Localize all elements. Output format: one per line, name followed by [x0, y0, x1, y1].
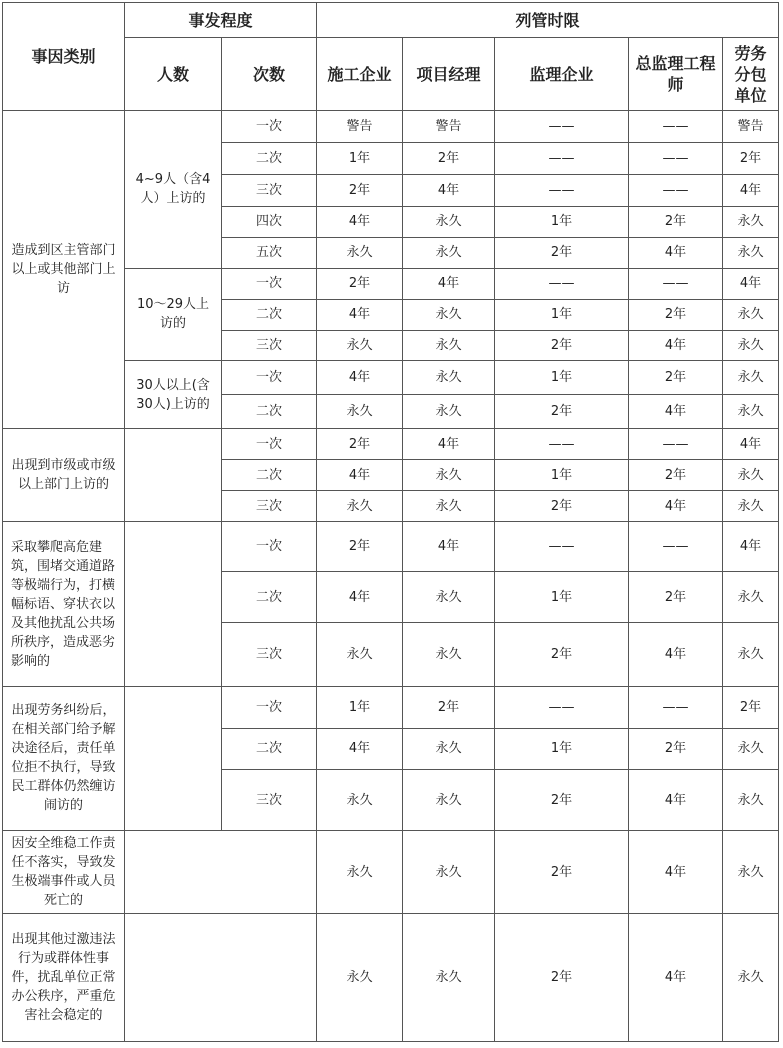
value-cell: 永久: [403, 360, 495, 394]
times-cell: 三次: [222, 770, 317, 831]
times-cell: 一次: [222, 268, 317, 299]
value-cell: 永久: [317, 237, 403, 268]
category-cell: 出现劳务纠纷后，在相关部门给予解决途径后，责任单位拒不执行，导致民工群体仍然缠访闹访的: [3, 686, 125, 830]
value-cell: 永久: [403, 572, 495, 622]
value-cell: 永久: [403, 395, 495, 429]
category-cell: 出现到市级或市级以上部门上访的: [3, 429, 125, 522]
value-cell: 2年: [495, 330, 629, 360]
value-cell: 2年: [403, 143, 495, 175]
value-cell: 4年: [403, 175, 495, 206]
category-cell: 出现其他过激违法行为或群体性事件，扰乱单位正常办公秩序，严重危害社会稳定的: [3, 914, 125, 1042]
value-cell: ——: [629, 175, 723, 206]
value-cell: ——: [629, 143, 723, 175]
value-cell: ——: [495, 686, 629, 728]
value-cell: 永久: [723, 572, 779, 622]
header-supervision-enterprise: 监理企业: [495, 38, 629, 111]
times-cell: 三次: [222, 330, 317, 360]
value-cell: 2年: [317, 268, 403, 299]
value-cell: 2年: [317, 522, 403, 572]
severity-cell-empty: [125, 914, 317, 1042]
value-cell: 永久: [403, 330, 495, 360]
value-cell: ——: [495, 268, 629, 299]
value-cell: 4年: [629, 622, 723, 686]
value-cell: 4年: [723, 429, 779, 460]
value-cell: 2年: [629, 360, 723, 394]
header-times: 次数: [222, 38, 317, 111]
table-row: [3, 522, 779, 572]
header-severity: 事发程度: [125, 3, 317, 38]
value-cell: 2年: [495, 491, 629, 522]
value-cell: 4年: [403, 268, 495, 299]
value-cell: 永久: [317, 395, 403, 429]
times-cell: 一次: [222, 686, 317, 728]
times-cell: 一次: [222, 111, 317, 143]
value-cell: 永久: [403, 622, 495, 686]
value-cell: 4年: [629, 491, 723, 522]
value-cell: 2年: [495, 395, 629, 429]
value-cell: 永久: [723, 299, 779, 330]
value-cell: 2年: [723, 686, 779, 728]
value-cell: 永久: [317, 914, 403, 1042]
value-cell: 永久: [723, 395, 779, 429]
value-cell: ——: [495, 429, 629, 460]
value-cell: 1年: [317, 143, 403, 175]
header-category: 事因类别: [3, 3, 125, 111]
times-cell: 二次: [222, 460, 317, 491]
value-cell: 1年: [495, 728, 629, 769]
times-cell: 三次: [222, 622, 317, 686]
value-cell: 警告: [403, 111, 495, 143]
value-cell: 4年: [723, 522, 779, 572]
value-cell: 1年: [495, 460, 629, 491]
value-cell: 1年: [317, 686, 403, 728]
value-cell: 2年: [495, 914, 629, 1042]
value-cell: 永久: [723, 622, 779, 686]
value-cell: 4年: [629, 914, 723, 1042]
table-row: [3, 111, 779, 143]
header-labor-subcontractor: 劳务分包单位: [723, 38, 779, 111]
value-cell: 4年: [723, 175, 779, 206]
header-project-manager: 项目经理: [403, 38, 495, 111]
times-cell: 二次: [222, 395, 317, 429]
people-cell: 10～29人上访的: [125, 268, 222, 360]
value-cell: 4年: [317, 728, 403, 769]
times-cell: 一次: [222, 522, 317, 572]
value-cell: 2年: [403, 686, 495, 728]
penalty-table: [2, 2, 779, 1042]
table-row: [3, 831, 779, 914]
value-cell: 2年: [495, 831, 629, 914]
value-cell: 永久: [723, 330, 779, 360]
value-cell: 2年: [495, 622, 629, 686]
value-cell: 永久: [403, 460, 495, 491]
value-cell: 4年: [317, 460, 403, 491]
value-cell: 永久: [317, 831, 403, 914]
header-listing-period: 列管时限: [317, 3, 779, 38]
value-cell: 1年: [495, 360, 629, 394]
value-cell: 2年: [629, 299, 723, 330]
times-cell: 五次: [222, 237, 317, 268]
value-cell: 2年: [495, 770, 629, 831]
value-cell: 永久: [723, 360, 779, 394]
value-cell: 4年: [723, 268, 779, 299]
value-cell: 永久: [403, 914, 495, 1042]
value-cell: 1年: [495, 299, 629, 330]
value-cell: 2年: [317, 175, 403, 206]
value-cell: 永久: [723, 728, 779, 769]
value-cell: 永久: [403, 770, 495, 831]
value-cell: 4年: [317, 360, 403, 394]
value-cell: 2年: [629, 460, 723, 491]
times-cell: 一次: [222, 360, 317, 394]
value-cell: 4年: [317, 206, 403, 237]
header-construction-enterprise: 施工企业: [317, 38, 403, 111]
times-cell: 一次: [222, 429, 317, 460]
value-cell: ——: [629, 522, 723, 572]
times-cell: 二次: [222, 299, 317, 330]
value-cell: 4年: [629, 330, 723, 360]
value-cell: 永久: [723, 206, 779, 237]
people-cell-empty: [125, 686, 222, 830]
table-row: [3, 429, 779, 460]
value-cell: 永久: [403, 491, 495, 522]
value-cell: 2年: [723, 143, 779, 175]
times-cell: 四次: [222, 206, 317, 237]
times-cell: 三次: [222, 491, 317, 522]
category-cell: 采取攀爬高危建筑，围堵交通道路等极端行为，打横幅标语、穿状衣以及其他扰乱公共场所秩序，造成恶劣影响的: [3, 522, 125, 686]
value-cell: 4年: [317, 299, 403, 330]
value-cell: 永久: [317, 622, 403, 686]
value-cell: 4年: [403, 522, 495, 572]
value-cell: 永久: [723, 831, 779, 914]
value-cell: 2年: [495, 237, 629, 268]
value-cell: ——: [495, 111, 629, 143]
value-cell: 警告: [723, 111, 779, 143]
times-cell: 三次: [222, 175, 317, 206]
people-cell-empty: [125, 429, 222, 522]
value-cell: 2年: [629, 728, 723, 769]
value-cell: 永久: [403, 831, 495, 914]
people-cell: 30人以上(含30人)上访的: [125, 360, 222, 428]
value-cell: 警告: [317, 111, 403, 143]
value-cell: 永久: [317, 491, 403, 522]
table-row: [3, 914, 779, 1042]
value-cell: 1年: [495, 572, 629, 622]
times-cell: 二次: [222, 143, 317, 175]
category-cell: 造成到区主管部门以上或其他部门上访: [3, 111, 125, 429]
value-cell: ——: [629, 111, 723, 143]
value-cell: 永久: [403, 237, 495, 268]
value-cell: 4年: [629, 237, 723, 268]
value-cell: ——: [629, 686, 723, 728]
severity-cell-empty: [125, 831, 317, 914]
people-cell-empty: [125, 522, 222, 686]
value-cell: 永久: [317, 330, 403, 360]
people-cell: 4~9人（含4人）上访的: [125, 111, 222, 268]
value-cell: 永久: [403, 206, 495, 237]
category-cell: 因安全维稳工作责任不落实，导致发生极端事件或人员死亡的: [3, 831, 125, 914]
value-cell: 永久: [317, 770, 403, 831]
value-cell: 1年: [495, 206, 629, 237]
value-cell: ——: [629, 268, 723, 299]
value-cell: 永久: [723, 914, 779, 1042]
value-cell: 4年: [403, 429, 495, 460]
value-cell: ——: [495, 175, 629, 206]
value-cell: 4年: [317, 572, 403, 622]
value-cell: 永久: [403, 728, 495, 769]
value-cell: 4年: [629, 770, 723, 831]
table-row: [3, 686, 779, 728]
value-cell: 2年: [629, 572, 723, 622]
value-cell: 永久: [723, 460, 779, 491]
value-cell: ——: [495, 522, 629, 572]
value-cell: 2年: [629, 206, 723, 237]
value-cell: 2年: [317, 429, 403, 460]
value-cell: 4年: [629, 395, 723, 429]
value-cell: ——: [495, 143, 629, 175]
value-cell: ——: [629, 429, 723, 460]
header-row-1: [3, 3, 779, 38]
header-people: 人数: [125, 38, 222, 111]
times-cell: 二次: [222, 572, 317, 622]
value-cell: 永久: [723, 237, 779, 268]
header-chief-supervising-engineer: 总监理工程师: [629, 38, 723, 111]
value-cell: 永久: [723, 770, 779, 831]
times-cell: 二次: [222, 728, 317, 769]
value-cell: 4年: [629, 831, 723, 914]
value-cell: 永久: [403, 299, 495, 330]
value-cell: 永久: [723, 491, 779, 522]
